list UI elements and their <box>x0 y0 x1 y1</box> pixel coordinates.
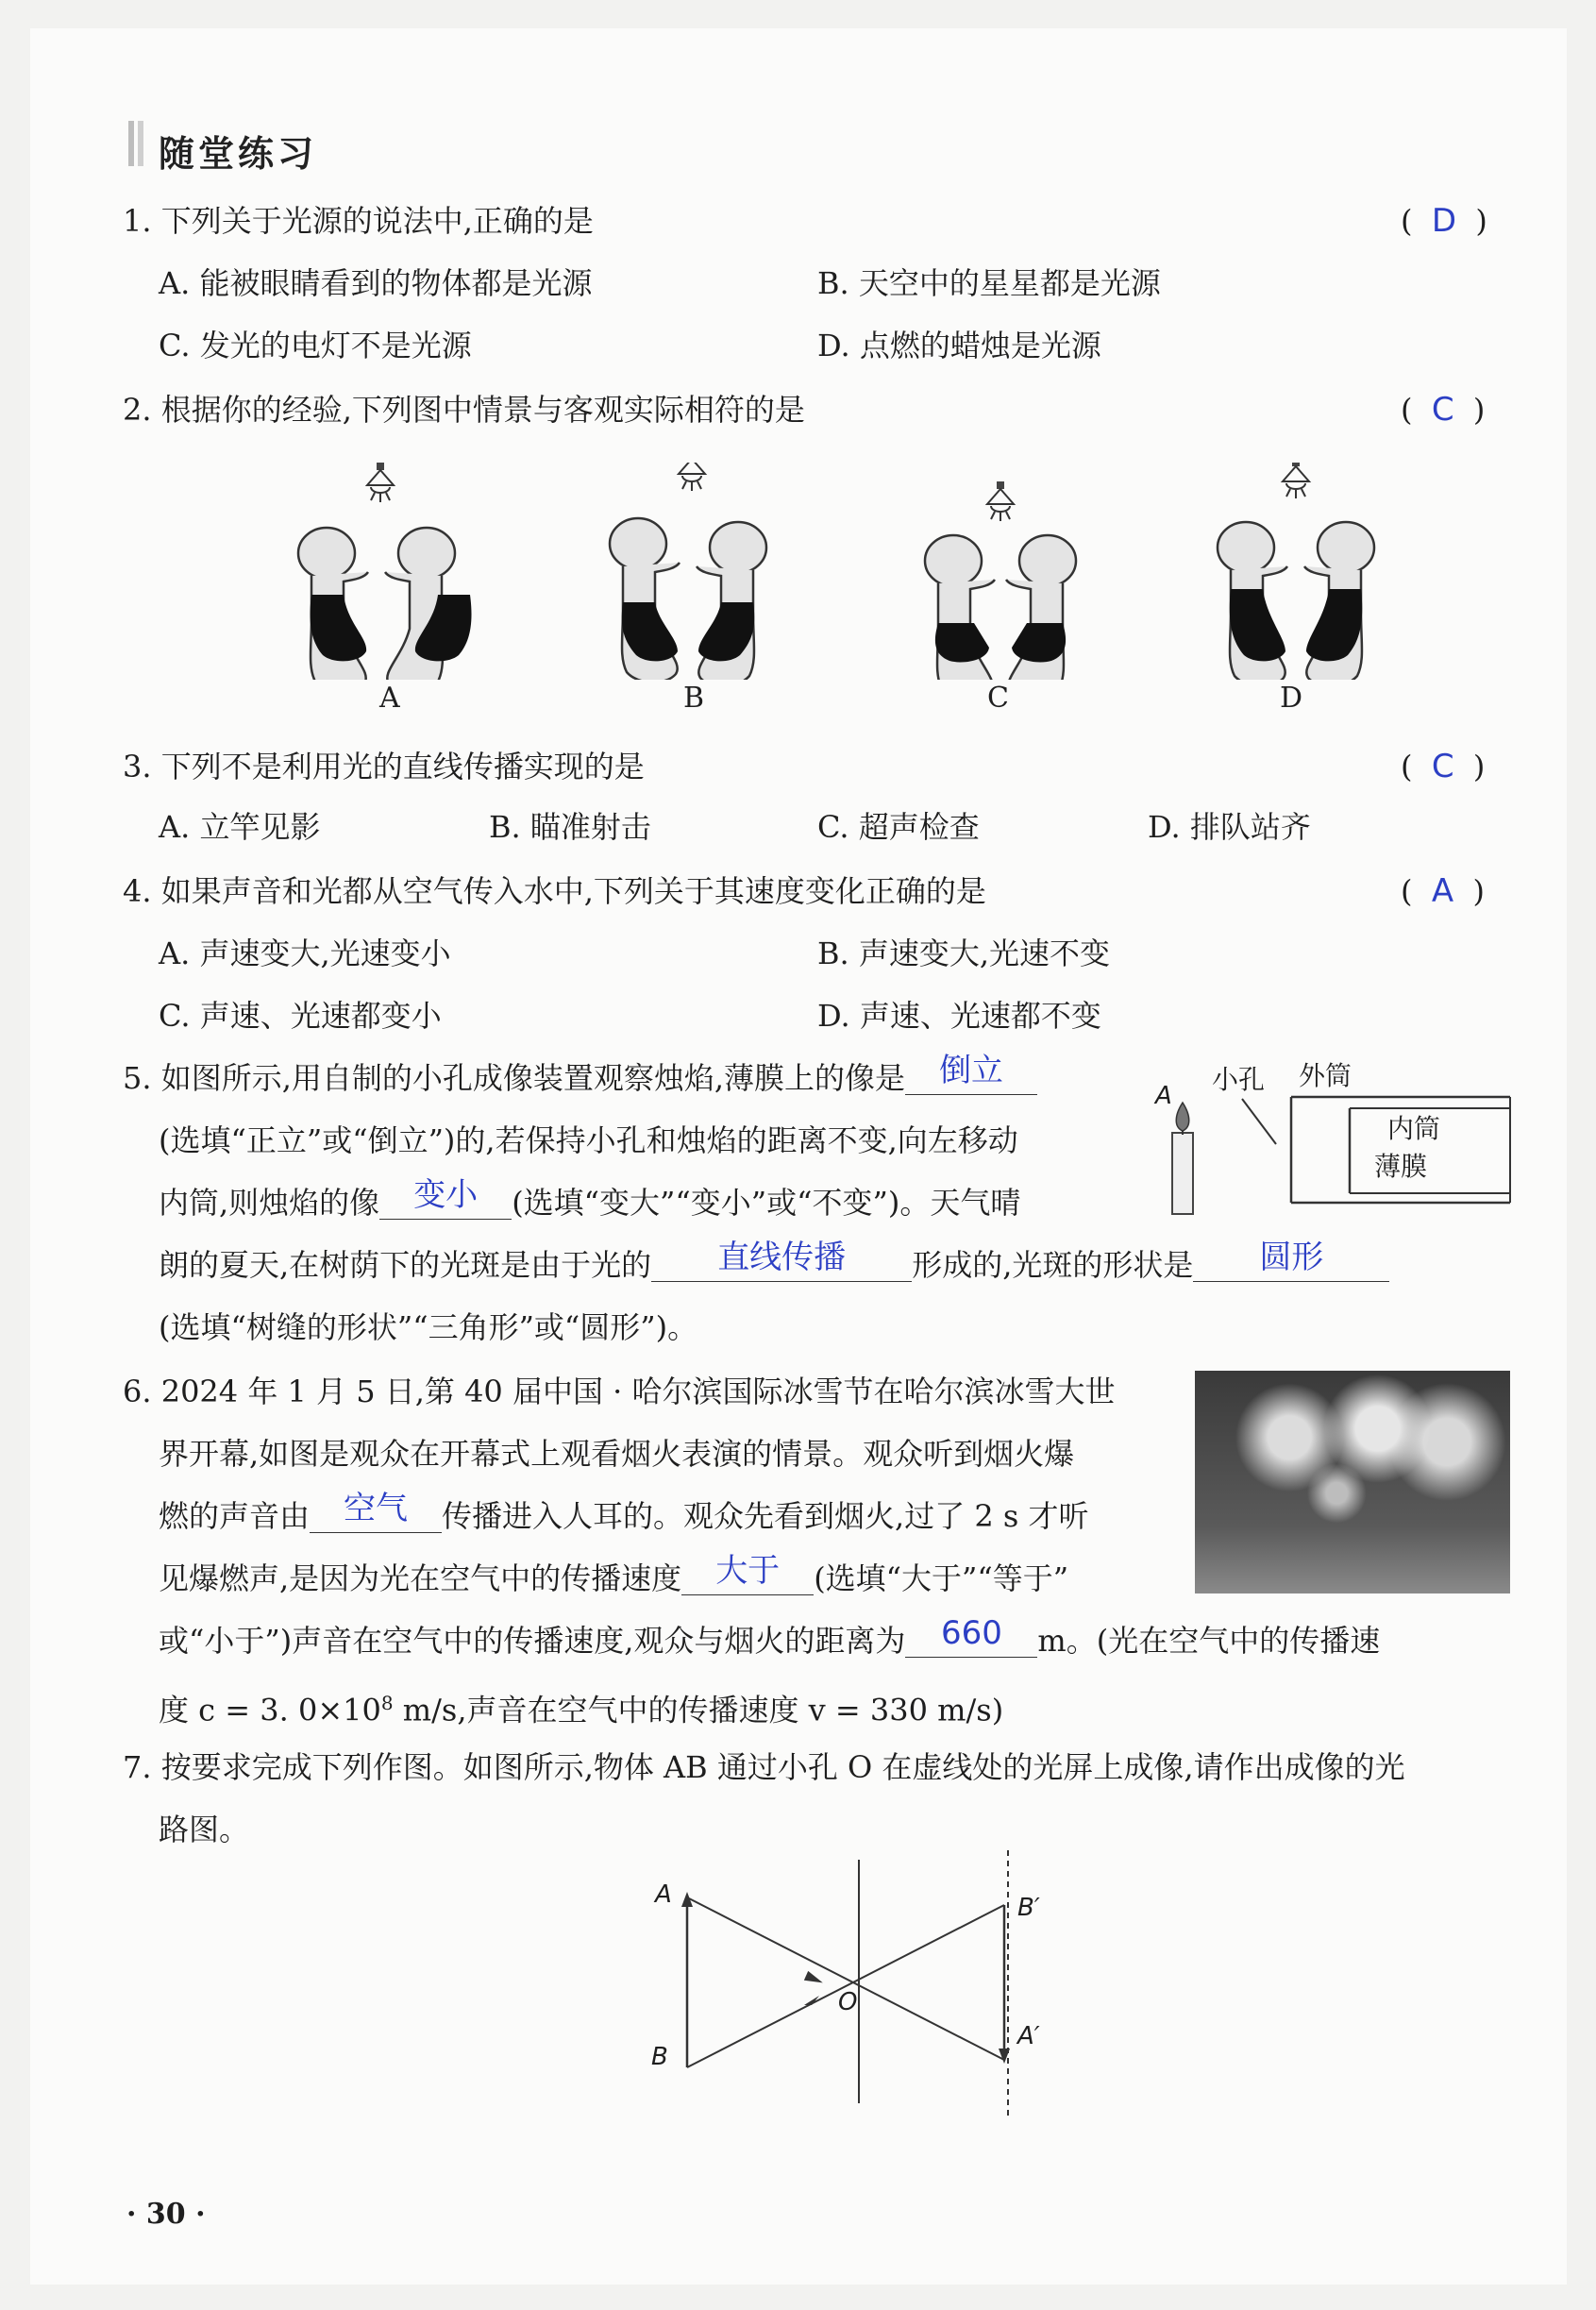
q2-label-d: D <box>1280 682 1303 715</box>
q6-line-5: 或“小于”)声音在空气中的传播速度,观众与烟火的距离为 660 m。(光在空气中的传播速 <box>159 1614 1381 1659</box>
q7-label-b-prime: B′ <box>1017 1894 1040 1922</box>
q5-blank-2 <box>379 1176 512 1220</box>
figure-c <box>925 481 1076 680</box>
q5-fig-candle-label: A <box>1155 1082 1172 1110</box>
q6-blank-3-answer: 660 <box>940 1614 1002 1652</box>
q4-answer: A <box>1431 872 1454 910</box>
q6-blank-2-answer: 大于 <box>715 1552 781 1590</box>
q3-option-d: D. 排队站齐 <box>1148 809 1311 845</box>
q6-line-2: 界开幕,如图是观众在开幕式上观看烟火表演的情景。观众听到烟火爆 <box>159 1436 1075 1472</box>
q2-label-b: B <box>683 682 705 715</box>
q1-answer: D <box>1431 202 1457 240</box>
q6-blank-3 <box>905 1614 1037 1658</box>
q7-label-a-prime: A′ <box>1017 2022 1040 2050</box>
q5-line-1: 5. 如图所示,用自制的小孔成像装置观察烛焰,薄膜上的像是 倒立 <box>123 1059 1037 1097</box>
q5-fig-outer-label: 外筒 <box>1299 1060 1352 1091</box>
q6-line-6: 度 c = 3. $0\times 10^8$ m/s,声音在空气中的传播速度 v = 330 m/s) <box>159 1692 1004 1728</box>
section-title: 随堂练习 <box>159 133 318 175</box>
q5-blank-4-answer: 圆形 <box>1259 1239 1324 1276</box>
q1-stem: 1. 下列关于光源的说法中,正确的是 <box>123 203 594 239</box>
q4-option-a: A. 声速变大,光速变小 <box>159 936 451 971</box>
q5-fig-hole-label: 小孔 <box>1212 1064 1266 1095</box>
q7-line-2: 路图。 <box>159 1812 250 1847</box>
q6-blank-1 <box>310 1490 442 1533</box>
page-number: · 30 · <box>126 2198 206 2231</box>
q5-line-4: 朗的夏天,在树荫下的光斑是由于光的 直线传播 形成的,光斑的形状是 圆形 <box>159 1246 1389 1284</box>
q5-line-3: 内筒,则烛焰的像 变小 (选填“变大”“变小”或“不变”)。天气晴 <box>159 1176 1021 1221</box>
shadow-figure-group <box>274 463 1387 680</box>
q3-answer-paren: ( C ) <box>1401 748 1486 785</box>
q4-answer-paren: ( A ) <box>1401 872 1485 910</box>
q5-blank-1-answer: 倒立 <box>939 1052 1004 1089</box>
q6-blank-2 <box>681 1552 814 1595</box>
q5-line-2: (选填“正立”或“倒立”)的,若保持小孔和烛焰的距离不变,向左移动 <box>159 1122 1018 1158</box>
q3-option-a: A. 立竿见影 <box>159 809 321 845</box>
q7-label-a: A <box>655 1880 672 1909</box>
q6-blank-1-answer: 空气 <box>344 1490 409 1527</box>
figure-b <box>610 463 766 680</box>
q7-line-1: 7. 按要求完成下列作图。如图所示,物体 AB 通过小孔 O 在虚线处的光屏上成像,请作出成像的光 <box>123 1749 1405 1785</box>
q1-option-a: A. 能被眼睛看到的物体都是光源 <box>159 265 593 301</box>
q1-option-b: B. 天空中的星星都是光源 <box>817 265 1161 301</box>
q5-fig-film-label: 薄膜 <box>1374 1151 1428 1182</box>
q6-line-1: 6. 2024 年 1 月 5 日,第 40 届中国 · 哈尔滨国际冰雪节在哈尔滨冰雪大世 <box>123 1374 1116 1409</box>
q3-option-c: C. 超声检查 <box>817 809 980 845</box>
q5-blank-2-answer: 变小 <box>413 1176 479 1214</box>
q1-option-c: C. 发光的电灯不是光源 <box>159 328 472 363</box>
q5-blank-4 <box>1193 1239 1389 1282</box>
q7-label-b: B <box>651 2043 668 2071</box>
q5-blank-3 <box>651 1239 912 1282</box>
q5-line-5: (选填“树缝的形状”“三角形”或“圆形”)。 <box>159 1309 698 1345</box>
q4-option-c: C. 声速、光速都变小 <box>159 998 442 1034</box>
q7-label-o: O <box>838 1988 858 2016</box>
title-decoration <box>128 121 134 166</box>
fireworks-photo <box>1195 1371 1510 1593</box>
q1-option-d: D. 点燃的蜡烛是光源 <box>817 328 1101 363</box>
q1-answer-paren: ( D ) <box>1401 202 1487 240</box>
q3-answer: C <box>1431 748 1454 785</box>
q5-blank-1 <box>905 1052 1037 1095</box>
q2-stem: 2. 根据你的经验,下列图中情景与客观实际相符的是 <box>123 392 805 428</box>
q5-fig-inner-label: 内筒 <box>1387 1113 1441 1144</box>
q5-blank-3-answer: 直线传播 <box>717 1239 847 1276</box>
q2-label-a: A <box>379 682 400 715</box>
q6-line-3: 燃的声音由 空气 传播进入人耳的。观众先看到烟火,过了 2 s 才听 <box>159 1490 1089 1534</box>
figure-d <box>1218 463 1374 680</box>
q4-option-b: B. 声速变大,光速不变 <box>817 936 1111 971</box>
figure-a <box>298 463 472 680</box>
q4-option-d: D. 声速、光速都不变 <box>817 998 1101 1034</box>
q3-option-b: B. 瞄准射击 <box>489 809 651 845</box>
q3-stem: 3. 下列不是利用光的直线传播实现的是 <box>123 749 645 784</box>
q6-line-4: 见爆燃声,是因为光在空气中的传播速度 大于 (选填“大于”“等于” <box>159 1552 1069 1596</box>
q2-label-c: C <box>987 682 1009 715</box>
q2-answer-paren: ( C ) <box>1401 391 1486 429</box>
title-decoration <box>138 121 143 166</box>
q2-answer: C <box>1431 391 1454 429</box>
q4-stem: 4. 如果声音和光都从空气传入水中,下列关于其速度变化正确的是 <box>123 873 986 909</box>
